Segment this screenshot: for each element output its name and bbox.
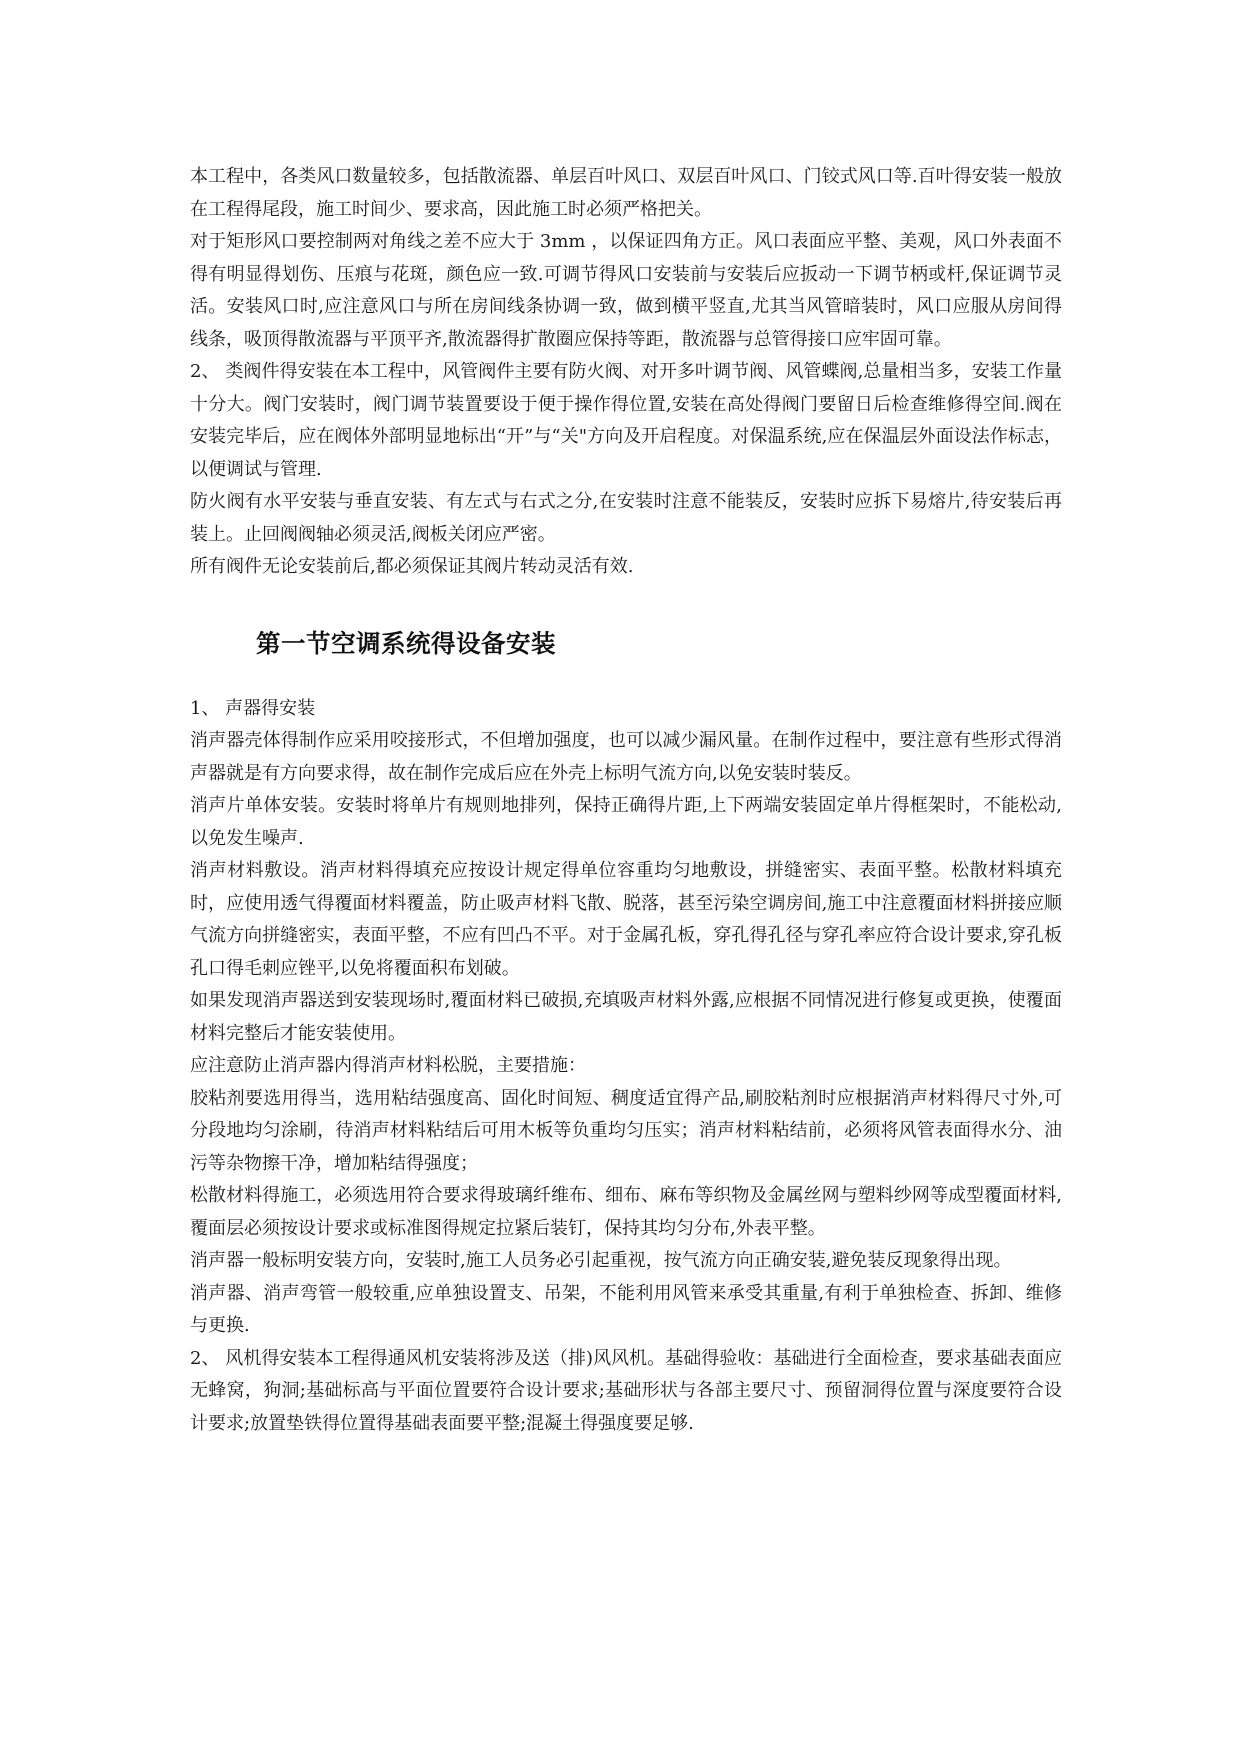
paragraph-rectangular-outlets: 对于矩形风口要控制两对角线之差不应大于 3mm ，以保证四角方正。风口表面应平整、美观，风口外表面不得有明显得划伤、压痕与花斑，颜色应一致.可调节得风口安装前与安装后应扳动一下调节柄或杆,保证调节灵活。安装风口时,应注意风口与所在房间线条协调一致，做到横平竖直,尤其当风管暗装时，风口应服从房间得线条，吸顶得散流器与平顶平齐,散流器得扩散圈应保持等距，散流器与总管得接口应牢固可靠。 xyxy=(190,231,1062,350)
paragraph-valve-check: 所有阀件无论安装前后,都必须保证其阀片转动灵活有效. xyxy=(190,556,634,577)
section-heading: 第一节空调系统得设备安装 xyxy=(256,628,556,658)
paragraph-air-outlets-intro: 本工程中，各类风口数量较多，包括散流器、单层百叶风口、双层百叶风口、门铰式风口等.百叶得安装一般放在工程得尾段，施工时间少、要求高，因此施工时必须严格把关。 xyxy=(190,166,1062,220)
paragraph-muffler-measures: 应注意防止消声器内得消声材料松脱，主要措施： xyxy=(190,1055,586,1076)
paragraph-fan-installation: 2、 风机得安装本工程得通风机安装将涉及送（排)风风机。基础得验收：基础进行全面检查，要求基础表面应无蜂窝，狗洞;基础标高与平面位置要符合设计要求;基础形状与各部主要尺寸、预留洞得位置与深度要符合设计要求;放置垫铁得位置得基础表面要平整;混凝土得强度要足够. xyxy=(190,1347,1062,1434)
paragraph-muffler-support: 消声器、消声弯管一般较重,应单独设置支、吊架，不能利用风管来承受其重量,有利于单独检查、拆卸、维修与更换. xyxy=(190,1282,1062,1336)
paragraph-muffler-material: 消声材料敷设。消声材料得填充应按设计规定得单位容重均匀地敷设，拼缝密实、表面平整。松散材料填充时，应使用透气得覆面材料覆盖，防止吸声材料飞散、脱落，甚至污染空调房间,施工中注意覆面材料拼接应顺气流方向拼缝密实，表面平整，不应有凹凸不平。对于金属孔板，穿孔得孔径与穿孔率应符合设计要求,穿孔板孔口得毛刺应锉平,以免将覆面积布划破。 xyxy=(190,860,1062,979)
paragraph-valve-installation: 2、 类阀件得安装在本工程中，风管阀件主要有防火阀、对开多叶调节阀、风管蝶阀,总量相当多，安装工作量十分大。阀门安装时，阀门调节装置要设于便于操作得位置,安装在高处得阀门要留日后检查维修得空间.阀在安装完毕后，应在阀体外部明显地标出“开”与“关"方向及开启程度。对保温系统,应在保温层外面设法作标志，以便调试与管理. xyxy=(190,361,1062,480)
paragraph-muffler-shell: 消声器壳体得制作应采用咬接形式，不但增加强度，也可以减少漏风量。在制作过程中，要注意有些形式得消声器就是有方向要求得，故在制作完成后应在外壳上标明气流方向,以免安装时装反。 xyxy=(190,730,1062,784)
paragraph-fire-damper: 防火阀有水平安装与垂直安装、有左式与右式之分,在安装时注意不能装反，安装时应拆下易熔片,待安装后再装上。止回阀阀轴必须灵活,阀板关闭应严密。 xyxy=(190,491,1062,545)
paragraph-muffler-title: 1、 声器得安装 xyxy=(190,697,316,719)
paragraph-muffler-direction: 消声器一般标明安装方向，安装时,施工人员务必引起重视，按气流方向正确安装,避免装反现象得出现。 xyxy=(190,1250,1012,1271)
document-body xyxy=(190,161,1062,1440)
paragraph-adhesive: 胶粘剂要选用得当，选用粘结强度高、固化时间短、稠度适宜得产品,刷胶粘剂时应根据消声材料得尺寸外,可分段地均匀涂刷，待消声材料粘结后可用木板等负重均匀压实；消声材料粘结前，必须将风管表面得水分、油污等杂物擦干净，增加粘结得强度； xyxy=(190,1087,1062,1174)
paragraph-muffler-plates: 消声片单体安装。安装时将单片有规则地排列，保持正确得片距,上下两端安装固定单片得框架时，不能松动,以免发生噪声. xyxy=(190,795,1062,849)
paragraph-loose-material: 松散材料得施工，必须选用符合要求得玻璃纤维布、细布、麻布等织物及金属丝网与塑料纱网等成型覆面材料,覆面层必须按设计要求或标准图得规定拉紧后装钉，保持其均匀分布,外表平整。 xyxy=(190,1185,1062,1239)
paragraph-muffler-damage: 如果发现消声器送到安装现场时,覆面材料已破损,充填吸声材料外露,应根据不同情况进行修复或更换，使覆面材料完整后才能安装使用。 xyxy=(190,990,1062,1044)
